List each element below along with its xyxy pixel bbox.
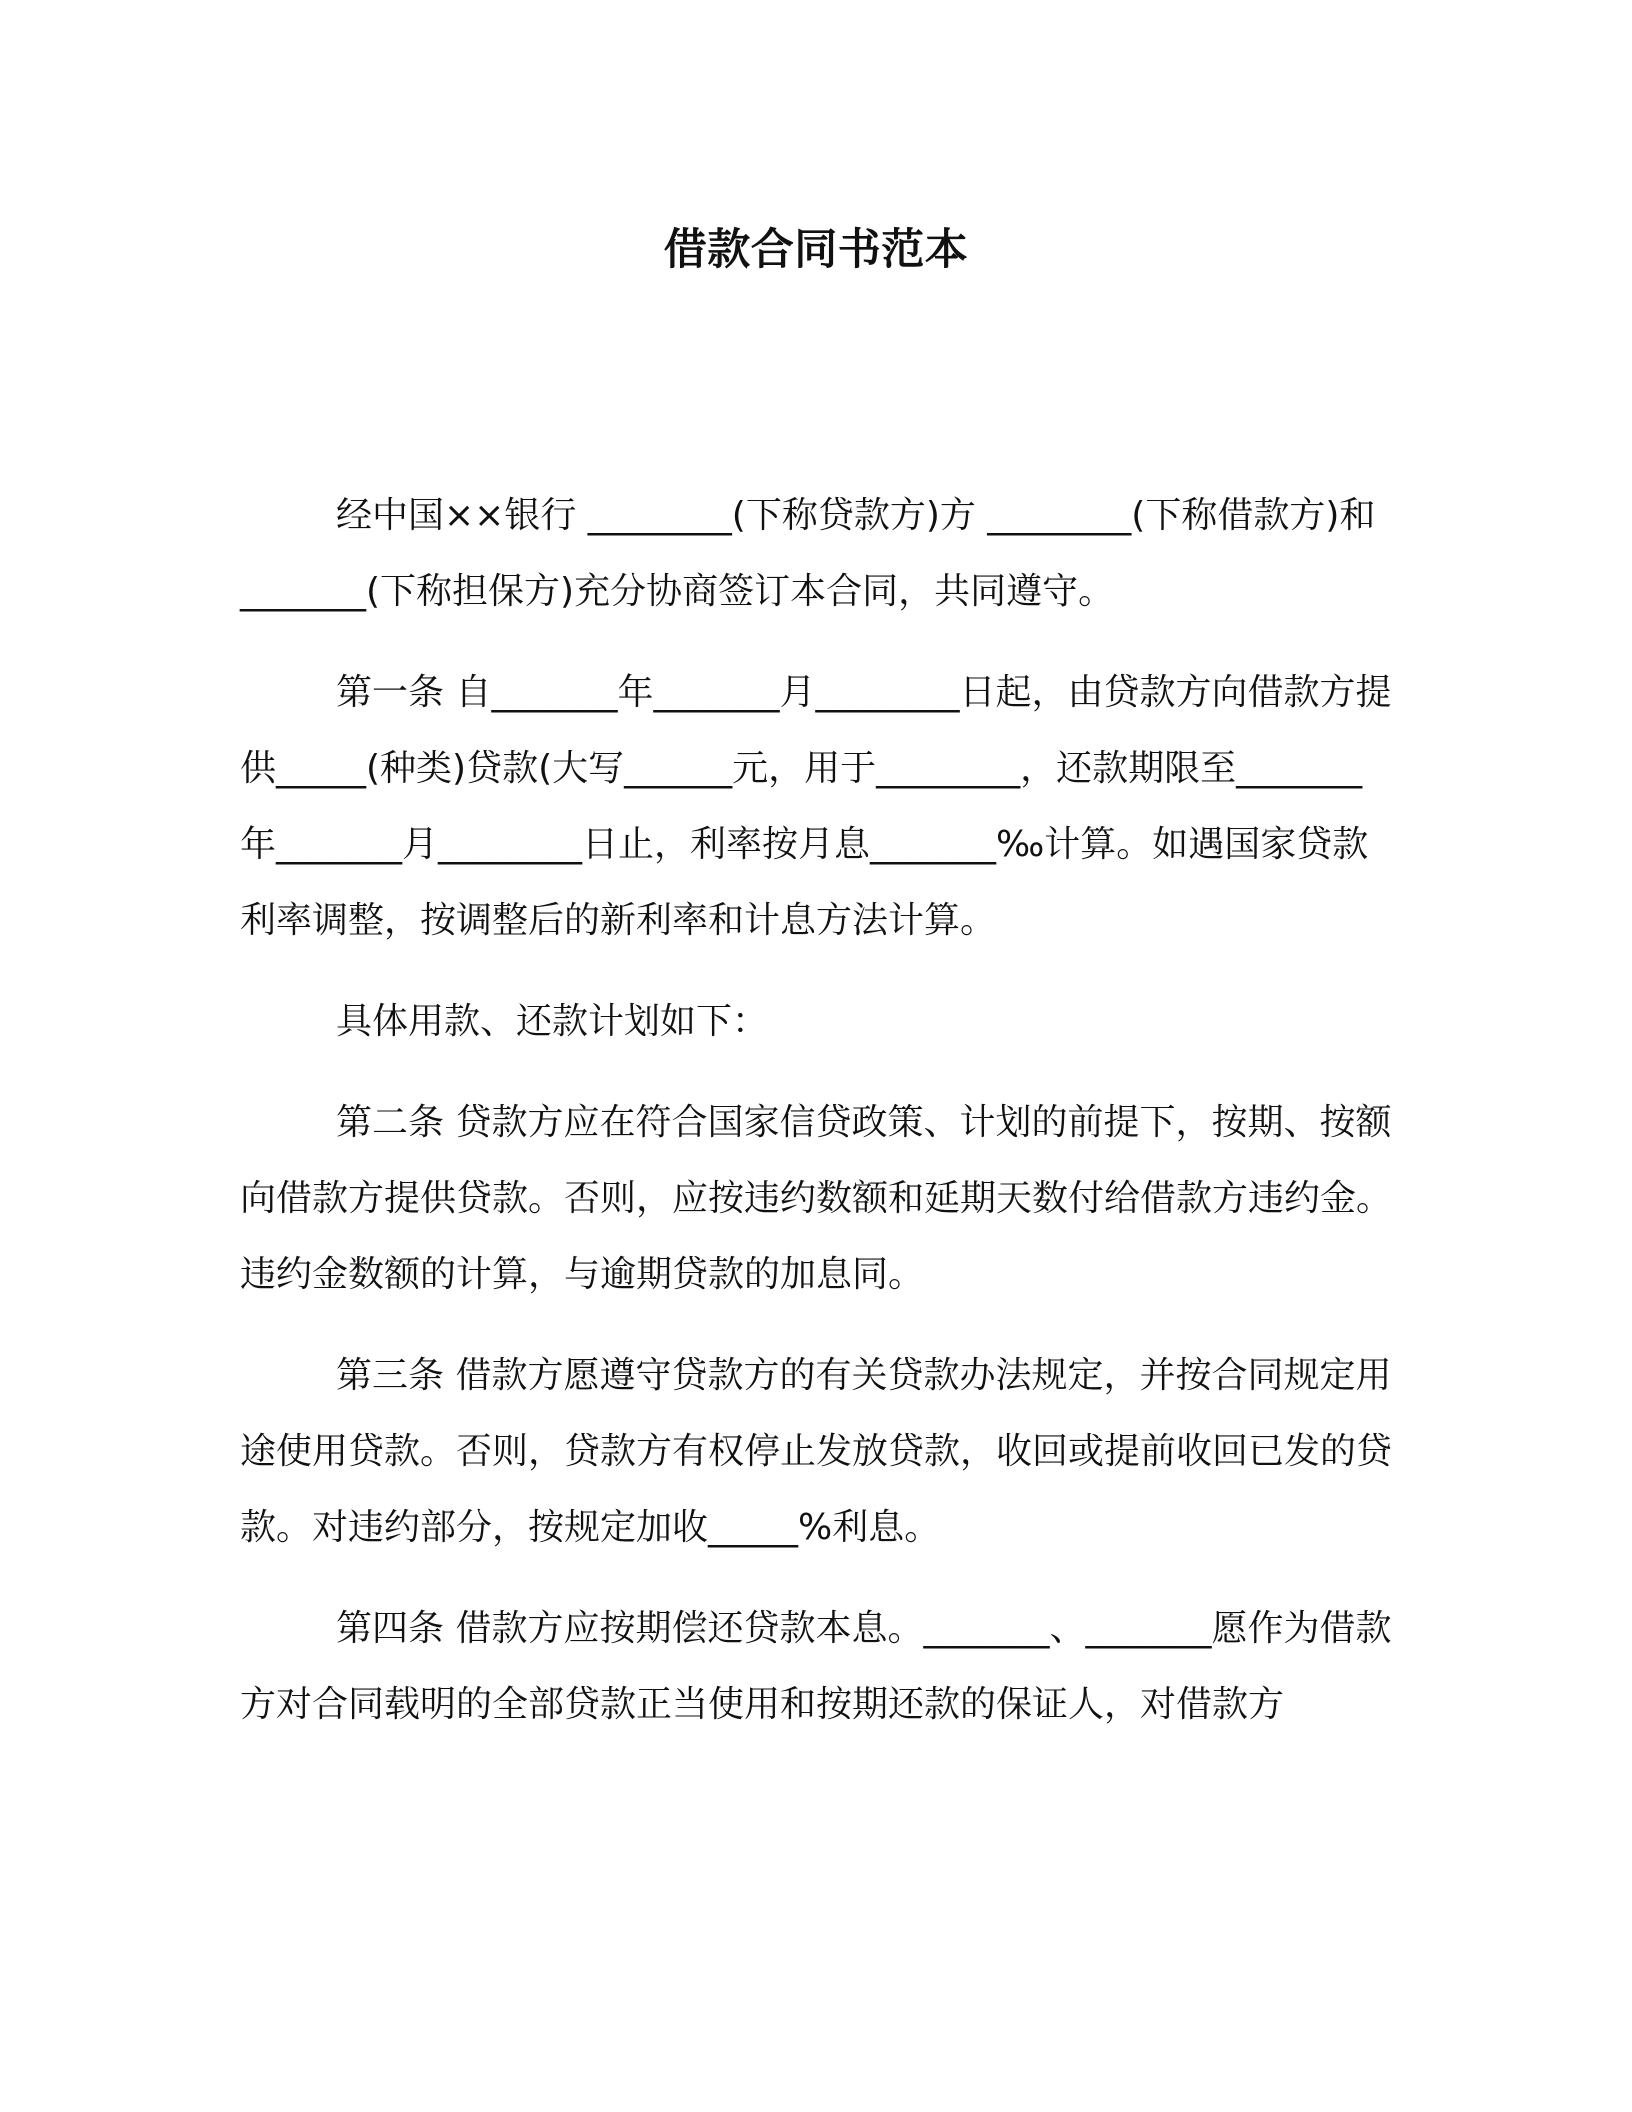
paragraph-article-3: 第三条 借款方愿遵守贷款方的有关贷款办法规定，并按合同规定用途使用贷款。否则，贷款方有权停止发放贷款，收回或提前收回已发的贷款。对违约部分，按规定加收_____%利息。 — [240, 1355, 1393, 1548]
paragraph-article-2: 第二条 贷款方应在符合国家信贷政策、计划的前提下，按期、按额向借款方提供贷款。否则，应按违约数额和延期天数付给借款方违约金。违约金数额的计算，与逾期贷款的加息同。 — [240, 1102, 1393, 1295]
document-body — [240, 478, 1392, 1743]
paragraph-repayment-plan: 具体用款、还款计划如下： — [336, 1001, 769, 1042]
paragraph-article-1: 第一条 自_______年_______月________日起，由贷款方向借款方提供_____(种类)贷款(大写______元，用于________，还款期限至_______年_______月________日止，利率按月息_______‰计算。如遇国家贷款利率调整，按调整后的新利率和计息方法计算。 — [240, 672, 1392, 941]
paragraph-preamble: 经中国××银行 ________(下称贷款方)方 ________(下称借款方)和_______(下称担保方)充分协商签订本合同，共同遵守。 — [240, 495, 1376, 612]
document-title: 借款合同书范本 — [663, 225, 969, 275]
paragraph-article-4: 第四条 借款方应按期偿还贷款本息。_______、_______愿作为借款方对合同载明的全部贷款正当使用和按期还款的保证人，对借款方 — [240, 1608, 1392, 1725]
